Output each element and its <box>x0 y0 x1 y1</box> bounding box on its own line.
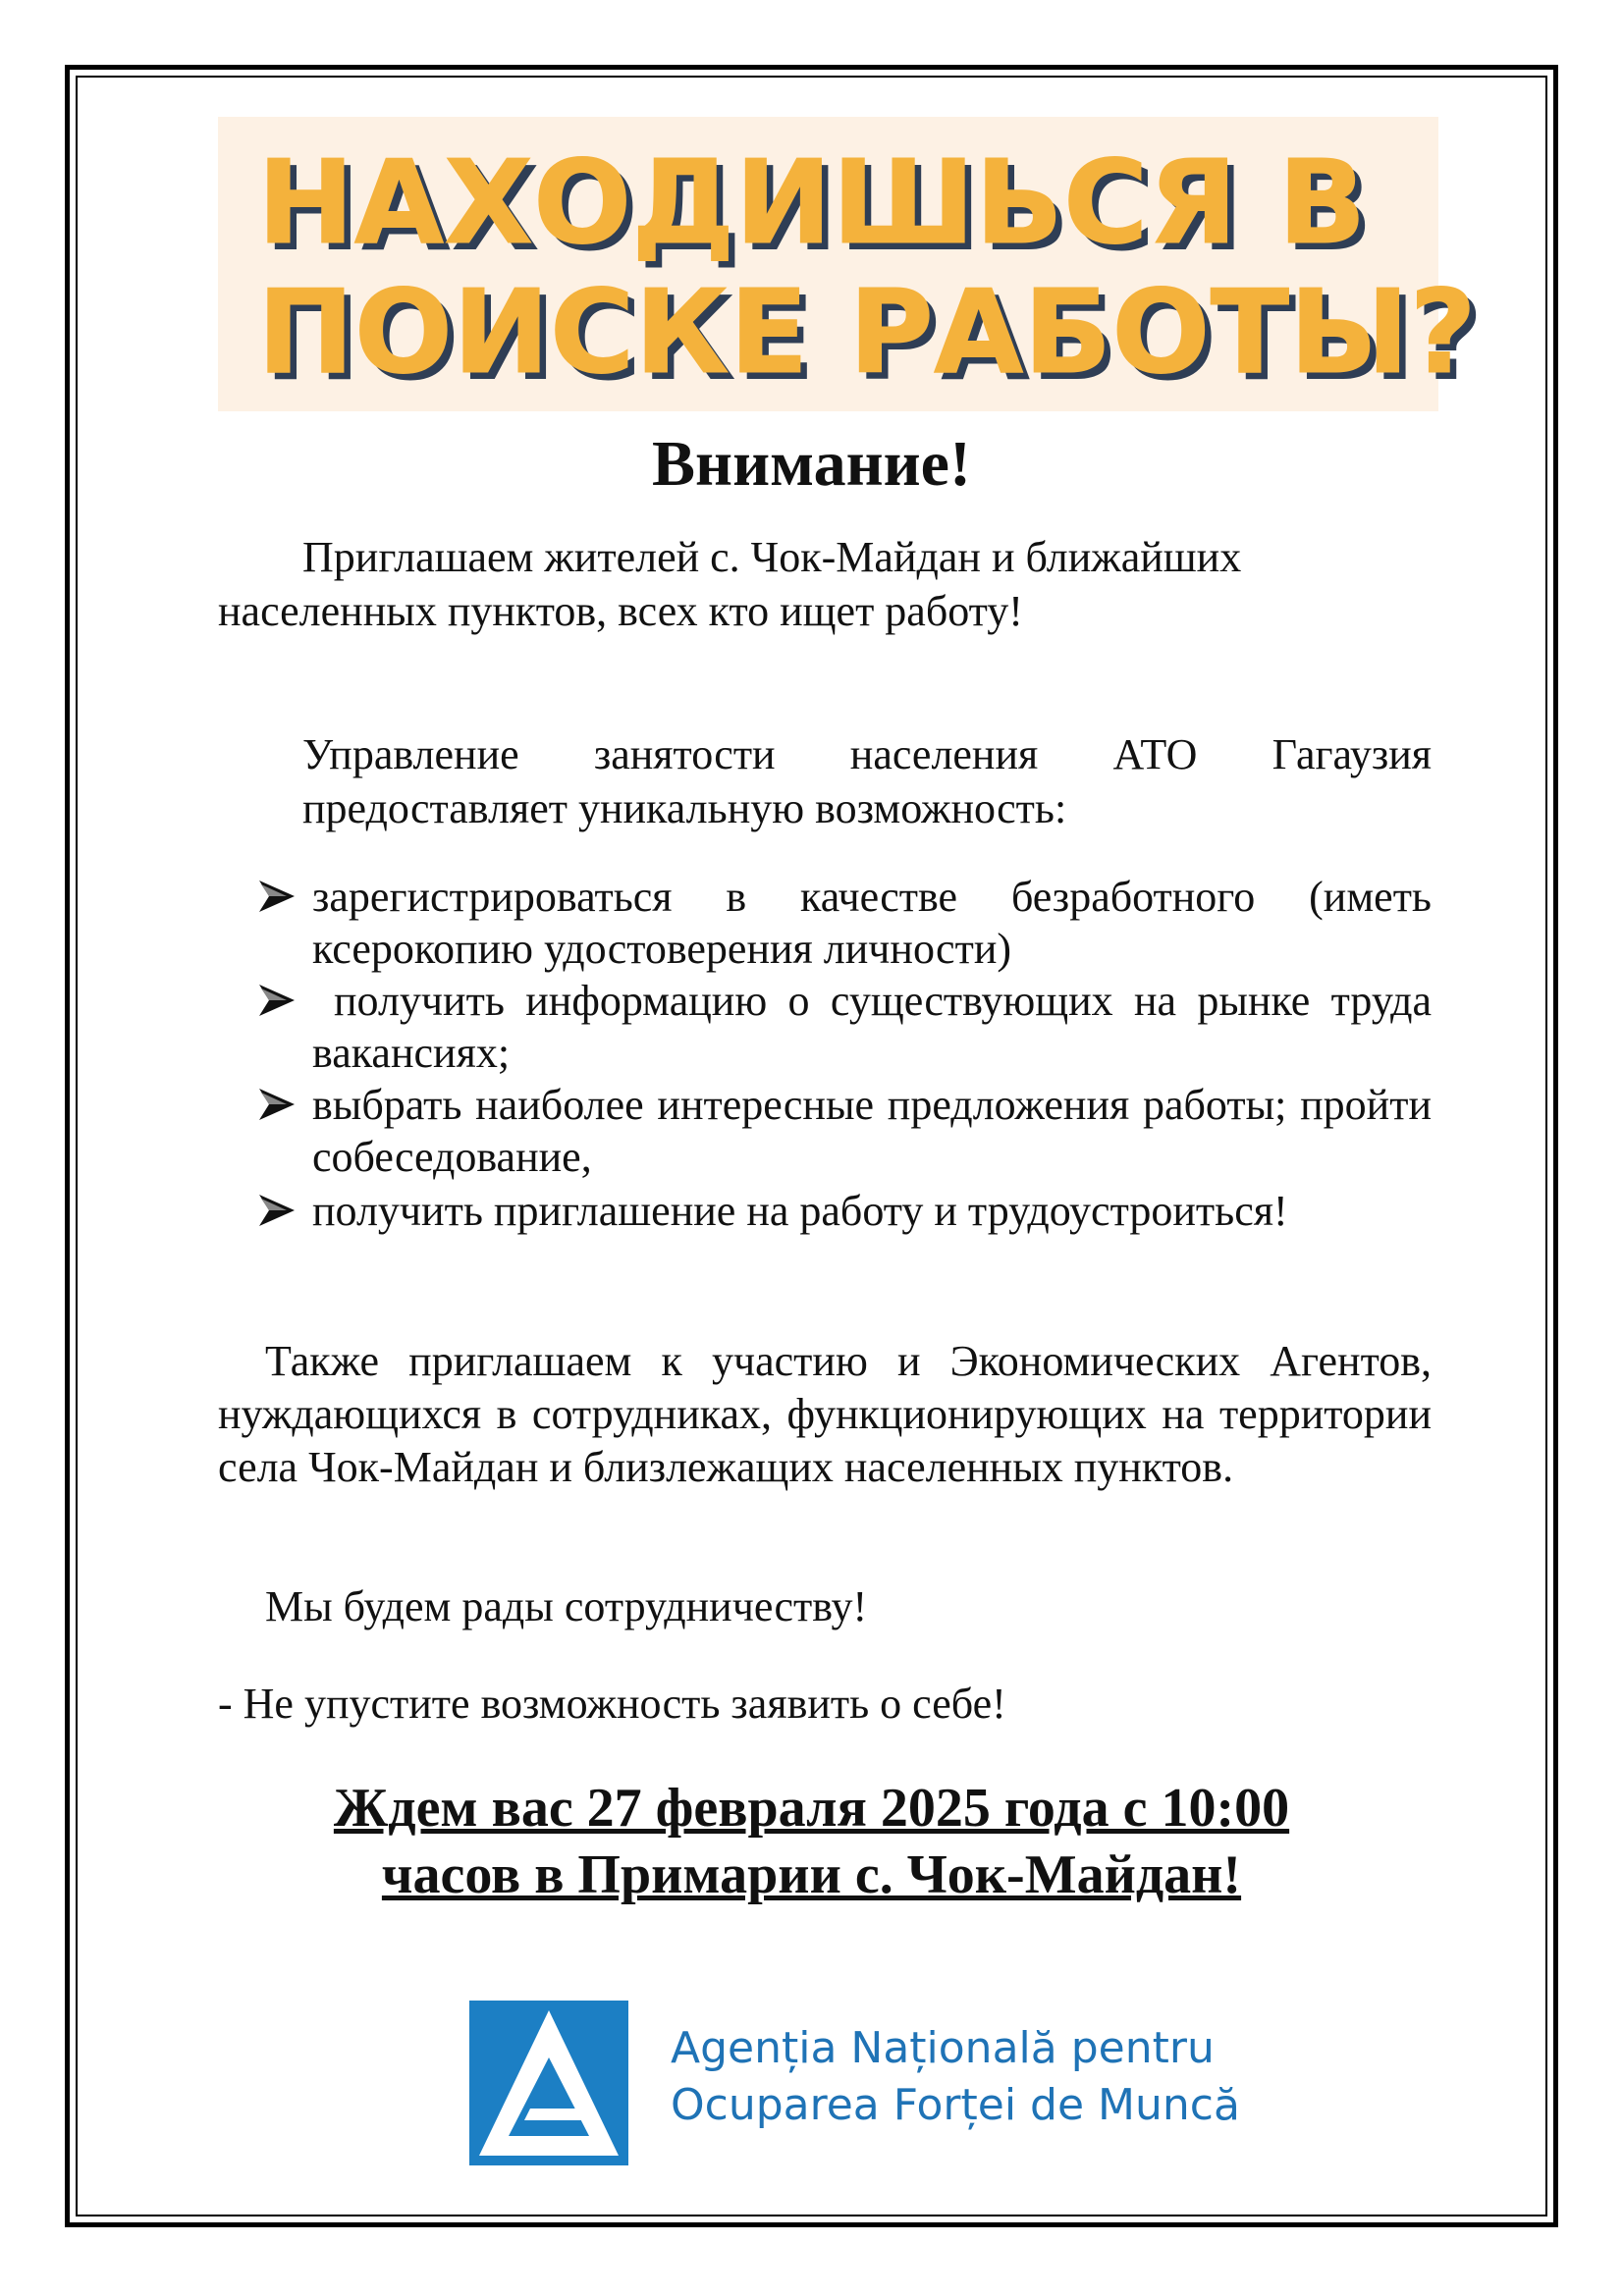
arrow-bullet-icon <box>257 1087 297 1122</box>
event-place-line: часов в Примарии с. Чок-Майдан! <box>381 1844 1242 1905</box>
attention-heading: Внимание! <box>652 428 971 500</box>
list-item <box>257 975 1432 1079</box>
agency-name-line-1: Agenția Națională pentru <box>671 2023 1215 2073</box>
agency-name <box>671 2020 1240 2134</box>
event-date-line: Ждем вас 27 февраля 2025 года с 10:00 <box>333 1778 1290 1839</box>
list-item <box>257 1079 1432 1185</box>
cooperation-text: Мы будем рады сотрудничеству! <box>265 1582 868 1630</box>
event-announcement <box>0 1775 1623 1908</box>
list-item-text: получить информацию о существующих на рынке труда вакансиях; <box>312 977 1432 1077</box>
arrow-bullet-icon <box>257 983 297 1018</box>
arrow-bullet-icon <box>257 1193 297 1228</box>
list-item-text: зарегистрироваться в качестве безработного (иметь ксерокопию удостоверения личности) <box>312 873 1432 973</box>
headline-banner <box>218 117 1477 411</box>
agency-name-line-2: Ocuparea Forței de Muncă <box>671 2080 1240 2130</box>
list-item <box>257 871 1432 975</box>
department-paragraph: Управление занятости населения АТО Гагаузия предоставляет уникальную возможность: <box>302 730 1432 832</box>
list-item-text: выбрать наиболее интересные предложения работы; пройти собеседование, <box>312 1081 1432 1181</box>
opportunity-text: - Не упустите возможность заявить о себе! <box>218 1680 1006 1728</box>
agents-paragraph: Также приглашаем к участию и Экономических Агентов, нуждающихся в сотрудниках, функционирующих на территории села Чок-Майдан и близлежащих населенных пунктов. <box>218 1337 1432 1491</box>
list-item <box>257 1185 1432 1237</box>
headline-line-2: ПОИСКЕ РАБОТЫ? <box>257 264 1477 400</box>
opportunity-list <box>257 871 1432 1237</box>
intro-paragraph: Приглашаем жителей с. Чок-Майдан и ближайших населенных пунктов, всех кто ищет работу! <box>218 533 1242 635</box>
arrow-bullet-icon <box>257 879 297 914</box>
anofm-logo-icon <box>469 2001 628 2165</box>
headline-line-1: НАХОДИШЬСЯ В <box>257 134 1367 270</box>
list-item-text: получить приглашение на работу и трудоустроиться! <box>312 1187 1288 1235</box>
